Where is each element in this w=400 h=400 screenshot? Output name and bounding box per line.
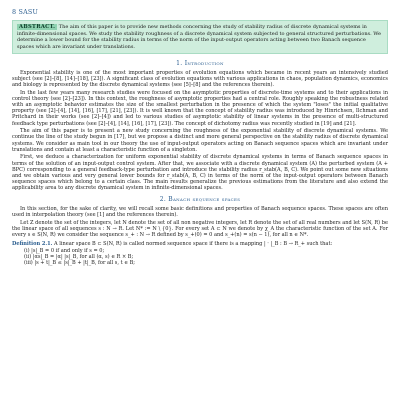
intro-paragraph: In the last few years many research studies were focused on the asymptotic properties of discrete-time systems and to their applications in control theory (see [2]–[23]). In this context, the roughness of asymptotic properties had a central role. Roughly speaking the robustness related with an asymptotic behavior estimates the size of the smallest perturbation in the presence of which the system "loses" the initial qualitative property (see [2]–[4], [14], [16], [17], [21], [23]). It is well known that the concept of stability radius was introduced by Hinrichsen, Ilchman and Pritchard in their works (see [2]–[4]) and led to various studies of asymptotic stability of linear systems in the presence of multi-structured feedback type perturbations (see [2]–[4], [14], [16], [17], [23]). The concept of dichotomy radius was recently studied in [19] and [21]. [12, 89, 388, 127]
abstract-title: ABSTRACT. [19, 24, 56, 30]
abstract-box [12, 20, 388, 54]
section-1-title: 1. Introduction [176, 59, 224, 67]
definition-item: (ii) |αs|_B = |α| |s|_B, for all (α, s) ∈ R × B; [24, 253, 134, 260]
intro-paragraph: Exponential stability is one of the most important properties of evolution equations which became in recent years an intensively studied subject (see [2]–[8], [14]–[18], [23]). A significant class of evolution equations with various applications in chaos, population dynamics, economics and biology is represented by the discrete dynamical systems (see [5]–[8] and the references therein). [12, 69, 388, 89]
section-2-title: 2. Banach sequence spaces [159, 196, 241, 204]
definition-items [24, 248, 388, 266]
definition-label: Definition 2.1. [12, 240, 53, 247]
section-2-paragraph: In this section, for the sake of clarity, we will recall some basic definitions and properties of Banach sequence spaces. These spaces are often used in interpolation theory (see [1] and the references therein). [12, 206, 388, 219]
definition-item: (i) |s|_B = 0 if and only if s = 0; [24, 247, 105, 254]
paper-page [12, 8, 388, 266]
definition-item: (iii) |s + t|_B ≤ |s|_B + |t|_B, for all s, t ∈ B; [24, 260, 135, 267]
intro-paragraph: The aim of this paper is to present a new study concerning the roughness of the exponential stability of discrete dynamical systems. We continue the line of the study begun in [17], but we propose a distinct and more general perspective on the stability radius of discrete dynamical systems. We consider as main tool in our theory the use of input-output operators acting on Banach sequence spaces which are invariant under translations and contain at least a characteristic function of a singleton. [12, 128, 388, 153]
definition-text: A linear space B ⊂ S(N, R) is called normed sequence space if there is a mapping | · |_B : B → R_+ such that: [54, 240, 333, 247]
definition-block [12, 241, 388, 247]
running-head: 8 SASU [12, 8, 39, 16]
abstract-text: The aim of this paper is to provide new methods concerning the study of stability radius of discrete dynamical systems in infinite-dimensional spaces. We study the stability roughness of a discrete dynamical system subjected to general structured perturbations. We determine a lower bound for the stability radius in terms of the norm of the input-output operators acting between two Banach sequence spaces which are invariant under translations. [17, 24, 381, 50]
section-2-paragraph: Let Z denote the set of the integers, let N denote the set of all non negative integers, let R denote the set of all real numbers and let S(N, R) be the linear space of all sequences s : N → R. Let N* := N \ {0}. For every set A ⊂ N we denote by χ_A the characteristic function of the set A. For every s ∈ S(N, R) we consider the sequence s_+ : N → R defined by s_+(0) = 0 and s_+(n) = s(n − 1), for all n ∈ N*. [12, 220, 388, 239]
intro-paragraph: First, we deduce a characterization for uniform exponential stability of discrete dynamical systems in terms of Banach sequence spaces in terms of the solution of an input-output control system. After that, we associate with a discrete dynamical system (A) the perturbed system (A + BPC) corresponding to a general feedback-type perturbation and introduce the stability radius r_stab(A, B, C). We point out some new situations and we obtain various and very general lower bounds for r_stab(A, B, C) in terms of the norm of the input-output operators between Banach sequence spaces which belong to a certain class. The main results generalize the previous estimations from the literature and also extend the applicability area to any discrete dynamical system in infinite-dimensional spaces. [12, 154, 388, 192]
